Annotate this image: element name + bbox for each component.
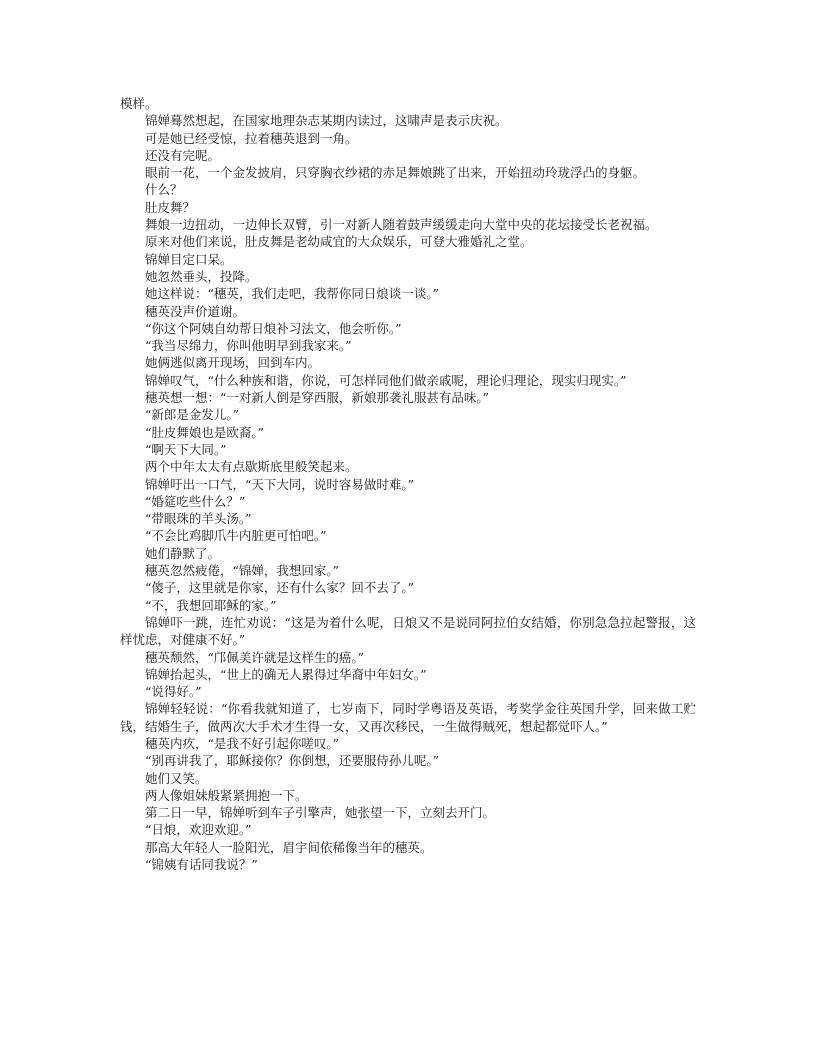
paragraph: “傻子，这里就是你家，还有什么家？回不去了。”: [145, 580, 415, 596]
paragraph: 锦婵吓一跳，连忙劝说：“这是为着什么呢，日烺又不是说同阿拉伯女结婚，你别急急拉起警报，这样忧虑，对健康不好。”: [120, 614, 696, 648]
paragraph: 原来对他们来说，肚皮舞是老幼咸宜的大众娱乐，可登大雅婚礼之堂。: [145, 234, 533, 250]
paragraph: 她们又笑。: [145, 770, 208, 786]
paragraph: 锦婵吁出一口气，“天下大同，说时容易做时难。”: [145, 476, 415, 492]
paragraph: 两人像姐妹般紧紧拥抱一下。: [145, 787, 308, 803]
paragraph: 穗英颓然，“邝佩美许就是这样生的癌。”: [145, 649, 365, 665]
paragraph: 可是她已经受惊，拉着穗英退到一角。: [145, 130, 358, 146]
paragraph: 穗英没声价道谢。: [145, 303, 246, 319]
paragraph: 两个中年太太有点歇斯底里般笑起来。: [145, 459, 358, 475]
paragraph: 她俩逃似离开现场，回到车内。: [145, 355, 321, 371]
paragraph: 舞娘一边扭动，一边伸长双臂，引一对新人随着鼓声缓缓走向大堂中央的花坛接受长老祝福。: [145, 217, 658, 233]
paragraph: 肚皮舞？: [145, 199, 196, 215]
paragraph: 穗英内疚，“是我不好引起你嗟叹。”: [145, 735, 340, 751]
paragraph: 那高大年轻人一脸阳光，眉宇间依稀像当年的穗英。: [145, 839, 433, 855]
paragraph: 第二日一早，锦婵听到车子引擎声，她张望一下，立刻去开门。: [145, 805, 496, 821]
paragraph: “不会比鸡脚爪牛内脏更可怕吧。”: [145, 528, 327, 544]
paragraph: 锦婵叹气，“什么种族和谐，你说，可怎样同他们做亲戚呢，理论归理论，现实归现实。”: [145, 372, 627, 388]
paragraph: 锦婵蓦然想起，在国家地理杂志某期内读过，这啸声是表示庆祝。: [145, 113, 508, 129]
paragraph: 穗英想一想：“一对新人倒是穿西服，新娘那袭礼服甚有品味。”: [145, 390, 490, 406]
paragraph: “带眼珠的羊头汤。”: [145, 511, 252, 527]
paragraph: 锦婵目定口呆。: [145, 251, 233, 267]
paragraph: “婚筵吃些什么？”: [145, 493, 246, 509]
paragraph: 她忽然垂头，投降。: [145, 268, 258, 284]
paragraph: “不，我想回耶稣的家。”: [145, 597, 277, 613]
paragraph: 什么？: [145, 182, 183, 198]
paragraph: “你这个阿姨自幼帮日烺补习法文，他会听你。”: [145, 320, 402, 336]
paragraph: 她这样说：“穗英，我们走吧，我帮你同日烺谈一谈。”: [145, 286, 440, 302]
paragraph: “说得好。”: [145, 684, 202, 700]
paragraph: “新郎是金发儿。”: [145, 407, 240, 423]
paragraph: “别再讲我了，耶稣接你？你倒想，还要服侍孙儿呢。”: [145, 753, 440, 769]
paragraph: 她们静默了。: [145, 545, 221, 561]
document-body: [120, 95, 696, 873]
paragraph: “啊天下大同。”: [145, 441, 227, 457]
paragraph: “我当尽绵力，你叫他明早到我家来。”: [145, 338, 352, 354]
paragraph: 锦婵抬起头，“世上的确无人累得过华裔中年妇女。”: [145, 666, 427, 682]
paragraph: 模样。: [120, 96, 158, 111]
paragraph: “肚皮舞娘也是欧裔。”: [145, 424, 265, 440]
paragraph: 穗英忽然疲倦，“锦婵，我想回家。”: [145, 563, 340, 579]
paragraph: 还没有完呢。: [145, 147, 221, 163]
paragraph: “锦姨有话同我说？”: [145, 857, 258, 873]
paragraph: 锦婵轻轻说：“你看我就知道了，七岁南下，同时学粤语及英语，考奖学金往英国升学，回来做工贮钱，结婚生子，做两次大手术才生得一女，又再次移民，一生做得贼死，想起都觉吓人。”: [120, 701, 696, 734]
paragraph: 眼前一花，一个金发披肩，只穿胸衣纱裙的赤足舞娘跳了出来，开始扭动玲珑浮凸的身躯。: [145, 165, 646, 181]
paragraph: “日烺，欢迎欢迎。”: [145, 822, 252, 838]
